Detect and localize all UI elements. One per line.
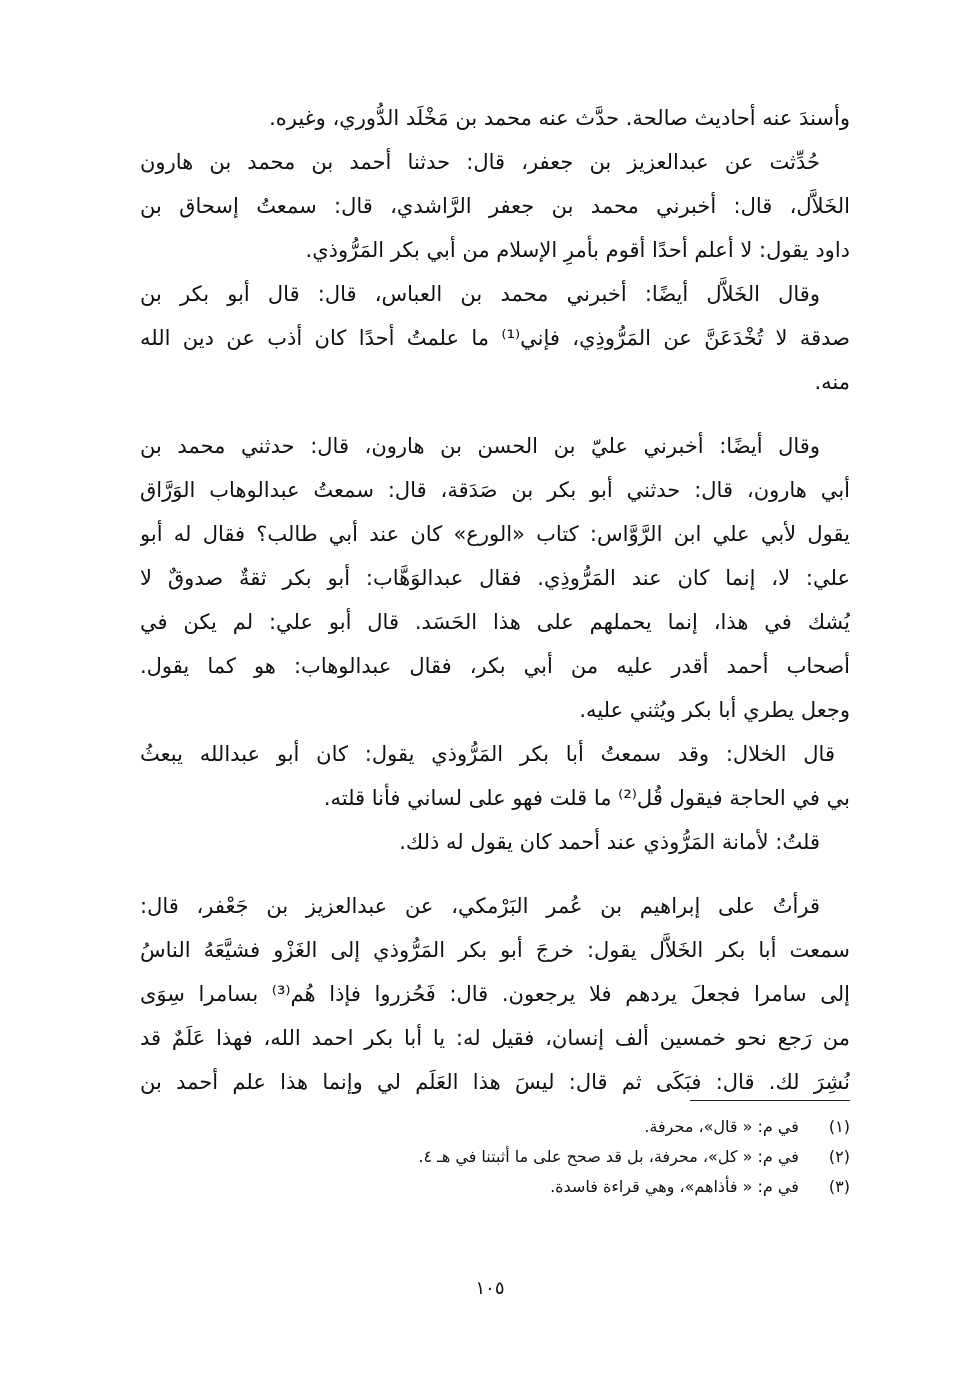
footnote-text: في م: « كل»، محرفة، بل قد صحح على ما أثبتنا في هـ ٤.: [418, 1147, 799, 1166]
text-line: أبي هارون، قال: حدثني أبو بكر بن صَدَقة، قال: سمعتُ عبدالوهاب الوَرَّاق: [140, 478, 850, 502]
text-line: داود يقول: لا أعلم أحدًا أقوم بأمرِ الإسلام من أبي بكر المَرُّوذي.: [305, 238, 850, 262]
footnote-separator: [690, 1100, 850, 1101]
text-line: وقال الخَلاَّل أيضًا: أخبرني محمد بن العباس، قال: قال أبو بكر بن: [140, 282, 820, 306]
footnote-number: (٢): [828, 1147, 850, 1166]
page-body: [140, 96, 850, 1104]
footnote: [240, 1112, 850, 1142]
text-line: بي في الحاجة فيقول قُل⁽²⁾ ما قلت فهو على لساني فأنا قلته.: [323, 786, 850, 810]
page-number: ١٠٥: [475, 1278, 505, 1299]
footnote: [240, 1142, 850, 1172]
text-line: نُشِرَ لك. قال: فبَكَى ثم قال: ليسَ هذا العَلَم لي وإنما هذا علم أحمد بن: [140, 1070, 850, 1094]
footnotes: [240, 1112, 850, 1202]
text-line: أصحاب أحمد أقدر عليه من أبي بكر، فقال عبدالوهاب: هو كما يقول.: [140, 654, 850, 678]
text-line: الخَلاَّل، قال: أخبرني محمد بن جعفر الرَّاشدي، قال: سمعتُ إسحاق بن: [140, 194, 850, 218]
text-line: منه.: [814, 370, 850, 394]
text-line: علي: لا، إنما كان عند المَرُّوذِي. فقال عبدالوَهَّاب: أبو بكر ثقةٌ صدوقٌ لا: [140, 566, 850, 590]
text-line: يقول لأبي علي ابن الرَّوَّاس: كتاب «الورع» كان عند أبي طالب؟ فقال له أبو: [140, 522, 850, 546]
footnote-number: (٣): [828, 1177, 850, 1196]
text-line: وأسندَ عنه أحاديث صالحة. حدَّث عنه محمد بن مَخْلَد الدُّوري، وغيره.: [269, 106, 850, 130]
text-line: وقال أيضًا: أخبرني عليّ بن الحسن بن هارون، قال: حدثني محمد بن: [140, 434, 820, 458]
text-line: قلتُ: لأمانة المَرُّوذي عند أحمد كان يقول له ذلك.: [399, 830, 820, 854]
text-line: صدقة لا تُخْدَعَنَّ عن المَرُّوذِي، فإني⁽¹⁾ ما علمتُ أحدًا كان أذب عن دين الله: [140, 326, 850, 350]
text-line: قال الخلال: وقد سمعتُ أبا بكر المَرُّوذي يقول: كان أبو عبدالله يبعثُ: [140, 742, 835, 766]
text-line: سمعت أبا بكر الخَلاَّل يقول: خرجَ أبو بكر المَرُّوذي إلى الغَزْو فشيَّعَهُ الناسُ: [140, 938, 850, 962]
text-line: قرأتُ على إبراهيم بن عُمر البَرْمكي، عن عبدالعزيز بن جَعْفر، قال:: [140, 894, 820, 918]
text-line: يُشك في هذا، إنما يحملهم على هذا الحَسَد. قال أبو علي: لم يكن في: [140, 610, 850, 634]
paragraph-gap: [140, 404, 850, 424]
text-line: حُدِّثت عن عبدالعزيز بن جعفر، قال: حدثنا أحمد بن محمد بن هارون: [140, 150, 820, 174]
text-line: من رَجع نحو خمسين ألف إنسان، فقيل له: يا أبا بكر احمد الله، فهذا عَلَمٌ قد: [140, 1026, 850, 1050]
text-line: إلى سامرا فجعلَ يردهم فلا يرجعون. قال: فَحُزروا فإذا هُم⁽³⁾ بسامرا سِوَى: [140, 982, 850, 1006]
footnote-text: في م: « قال»، محرفة.: [644, 1117, 799, 1136]
footnote-text: في م: « فأذاهم»، وهي قراءة فاسدة.: [550, 1177, 799, 1196]
footnote: [240, 1172, 850, 1202]
text-line: وجعل يطري أبا بكر ويُثني عليه.: [579, 698, 850, 722]
paragraph-gap: [140, 864, 850, 884]
footnote-number: (١): [828, 1117, 850, 1136]
